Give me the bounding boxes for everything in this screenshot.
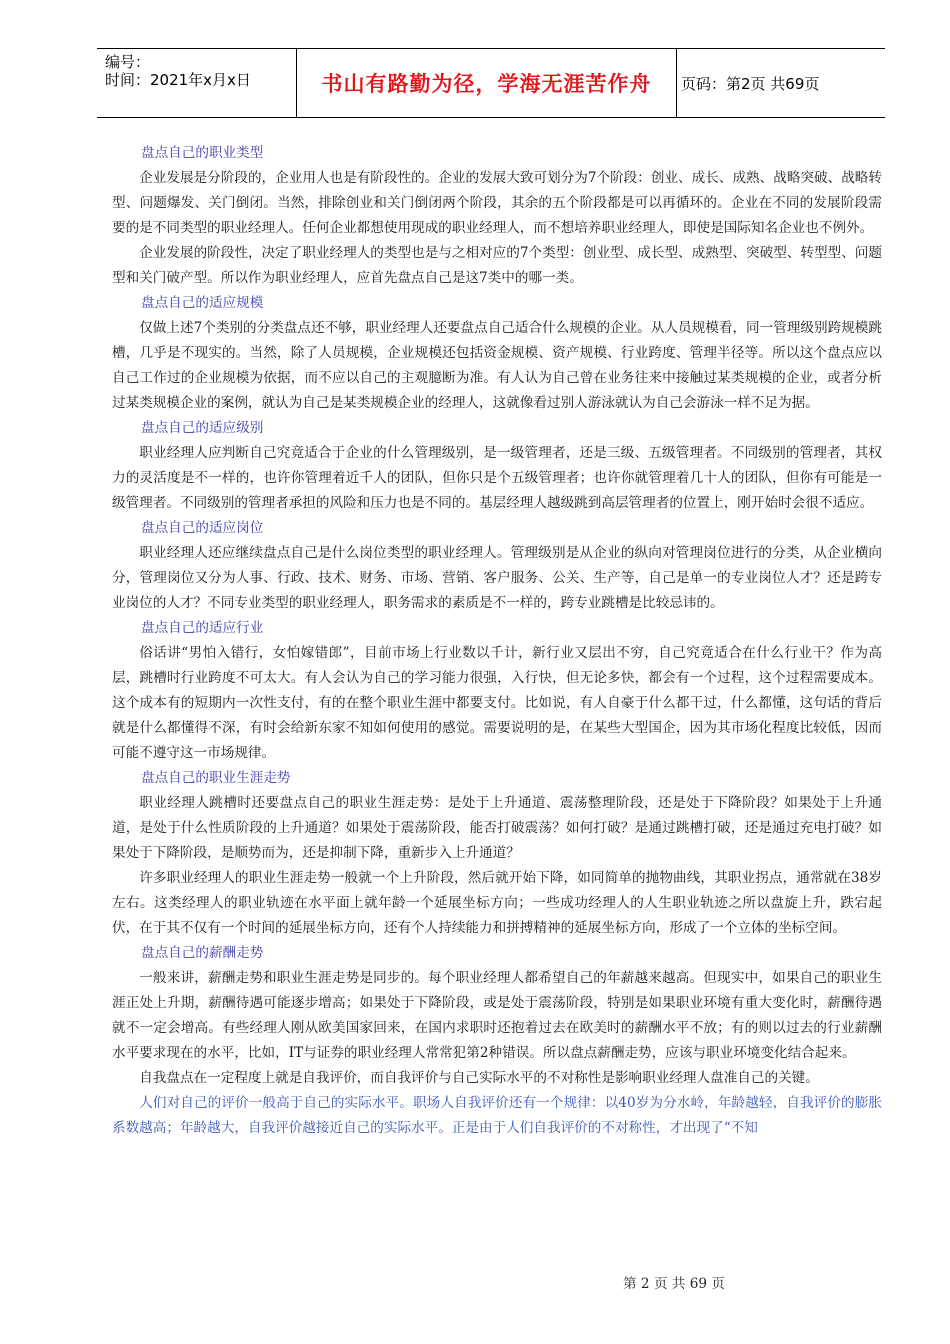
header-page-cell [677, 49, 885, 117]
header-motto: 书山有路勤为径，学海无涯苦作舟 [321, 72, 652, 96]
paragraph: 企业发展是分阶段的，企业用人也是有阶段性的。企业的发展大致可划分为7个阶段：创业、成长、成熟、战略突破、战略转型、问题爆发、关门倒闭。当然，排除创业和关门倒闭两个阶段，其余的五个阶段都是可以再循环的。企业在不同的发展阶段需要的是不同类型的职业经理人。任何企业都想使用现成的职业经理人，而不想培养职业经理人，即使是国际知名企业也不例外。 [112, 170, 882, 236]
highlighted-paragraph: 人们对自己的评价一般高于自己的实际水平。职场人自我评价还有一个规律：以40岁为分水岭，年龄越轻，自我评价的膨胀系数越高；年龄越大，自我评价越接近自己的实际水平。正是由于人们自我评价的不对称性，才出现了“不知 [112, 1095, 882, 1136]
section-heading: 盘点自己的职业生涯走势 [141, 770, 291, 786]
section-heading: 盘点自己的适应行业 [141, 620, 264, 636]
paragraph: 企业发展的阶段性，决定了职业经理人的类型也是与之相对应的7个类型：创业型、成长型、成熟型、突破型、转型型、问题型和关门破产型。所以作为职业经理人，应首先盘点自己是这7类中的哪一类。 [112, 245, 882, 286]
paragraph: 自我盘点在一定程度上就是自我评价，而自我评价与自己实际水平的不对称性是影响职业经理人盘准自己的关键。 [139, 1070, 819, 1086]
page-header [97, 48, 885, 118]
section-heading: 盘点自己的薪酬走势 [141, 945, 264, 961]
document-time: 时间：2021年x月x日 [105, 71, 251, 89]
paragraph: 职业经理人还应继续盘点自己是什么岗位类型的职业经理人。管理级别是从企业的纵向对管理岗位进行的分类，从企业横向分，管理岗位又分为人事、行政、技术、财务、市场、营销、客户服务、公关、生产等，自己是单一的专业岗位人才？还是跨专业岗位的人才？不同专业类型的职业经理人，职务需求的素质是不一样的，跨专业跳槽是比较忌讳的。 [112, 545, 882, 611]
section-heading: 盘点自己的适应岗位 [141, 520, 264, 536]
page-footer: 第 2 页 共 69 页 [623, 1276, 725, 1292]
paragraph: 俗话讲“男怕入错行，女怕嫁错郎”，目前市场上行业数以千计，新行业又层出不穷，自己究竟适合在什么行业干？作为高层，跳槽时行业跨度不可太大。有人会认为自己的学习能力很强，入行快，但无论多快，都会有一个过程，这个过程需要成本。这个成本有的短期内一次性支付，有的在整个职业生涯中都要支付。比如说，有人自豪于什么都干过，什么都懂，这句话的背后就是什么都懂得不深，有时会给新东家不知如何使用的感觉。需要说明的是，在某些大型国企，因为其市场化程度比较低，因而可能不遵守这一市场规律。 [112, 645, 882, 761]
paragraph: 职业经理人跳槽时还要盘点自己的职业生涯走势：是处于上升通道、震荡整理阶段，还是处于下降阶段？如果处于上升通道，是处于什么性质阶段的上升通道？如果处于震荡阶段，能否打破震荡？如何打破？是通过跳槽打破，还是通过充电打破？如果处于下降阶段，是顺势而为，还是抑制下降，重新步入上升通道？ [112, 795, 882, 861]
section-heading: 盘点自己的职业类型 [141, 145, 264, 161]
document-number-label: 编号： [105, 53, 151, 71]
paragraph: 许多职业经理人的职业生涯走势一般就一个上升阶段，然后就开始下降，如同简单的抛物曲线，其职业拐点，通常就在38岁左右。这类经理人的职业轨迹在水平面上就年龄一个延展坐标方向；一些成功经理人的人生职业轨迹之所以盘旋上升，跌宕起伏，在于其不仅有一个时间的延展坐标方向，还有个人持续能力和拼搏精神的延展坐标方向，形成了一个立体的坐标空间。 [112, 870, 882, 936]
paragraph: 职业经理人应判断自己究竟适合于企业的什么管理级别，是一级管理者，还是三级、五级管理者。不同级别的管理者，其权力的灵活度是不一样的，也许你管理着近千人的团队，但你只是个五级管理者；也许你就管理着几十人的团队，但你有可能是一级管理者。不同级别的管理者承担的风险和压力也是不同的。基层经理人越级跳到高层管理者的位置上，刚开始时会很不适应。 [112, 445, 882, 511]
paragraph: 仅做上述7个类别的分类盘点还不够，职业经理人还要盘点自己适合什么规模的企业。从人员规模看，同一管理级别跨规模跳槽，几乎是不现实的。当然，除了人员规模，企业规模还包括资金规模、资产规模、行业跨度、管理半径等。所以这个盘点应以自己工作过的企业规模为依据，而不应以自己的主观臆断为准。有人认为自己曾在业务往来中接触过某类规模的企业，或者分析过某类规模企业的案例，就认为自己是某类规模企业的经理人，这就像看过别人游泳就认为自己会游泳一样不足为据。 [112, 320, 882, 411]
document-body [112, 141, 882, 1141]
header-motto-cell [297, 49, 677, 117]
header-meta [97, 49, 297, 117]
section-heading: 盘点自己的适应规模 [141, 295, 264, 311]
section-heading: 盘点自己的适应级别 [141, 420, 264, 436]
header-page-info: 页码：第2页 共69页 [681, 74, 820, 93]
paragraph: 一般来讲，薪酬走势和职业生涯走势是同步的。每个职业经理人都希望自己的年薪越来越高。但现实中，如果自己的职业生涯正处上升期，薪酬待遇可能逐步增高；如果处于下降阶段，或是处于震荡阶段，特别是如果职业环境有重大变化时，薪酬待遇就不一定会增高。有些经理人刚从欧美国家回来，在国内求职时还抱着过去在欧美时的薪酬水平不放；有的则以过去的行业薪酬水平要求现在的水平，比如，IT与证券的职业经理人常常犯第2种错误。所以盘点薪酬走势，应该与职业环境变化结合起来。 [112, 970, 882, 1061]
